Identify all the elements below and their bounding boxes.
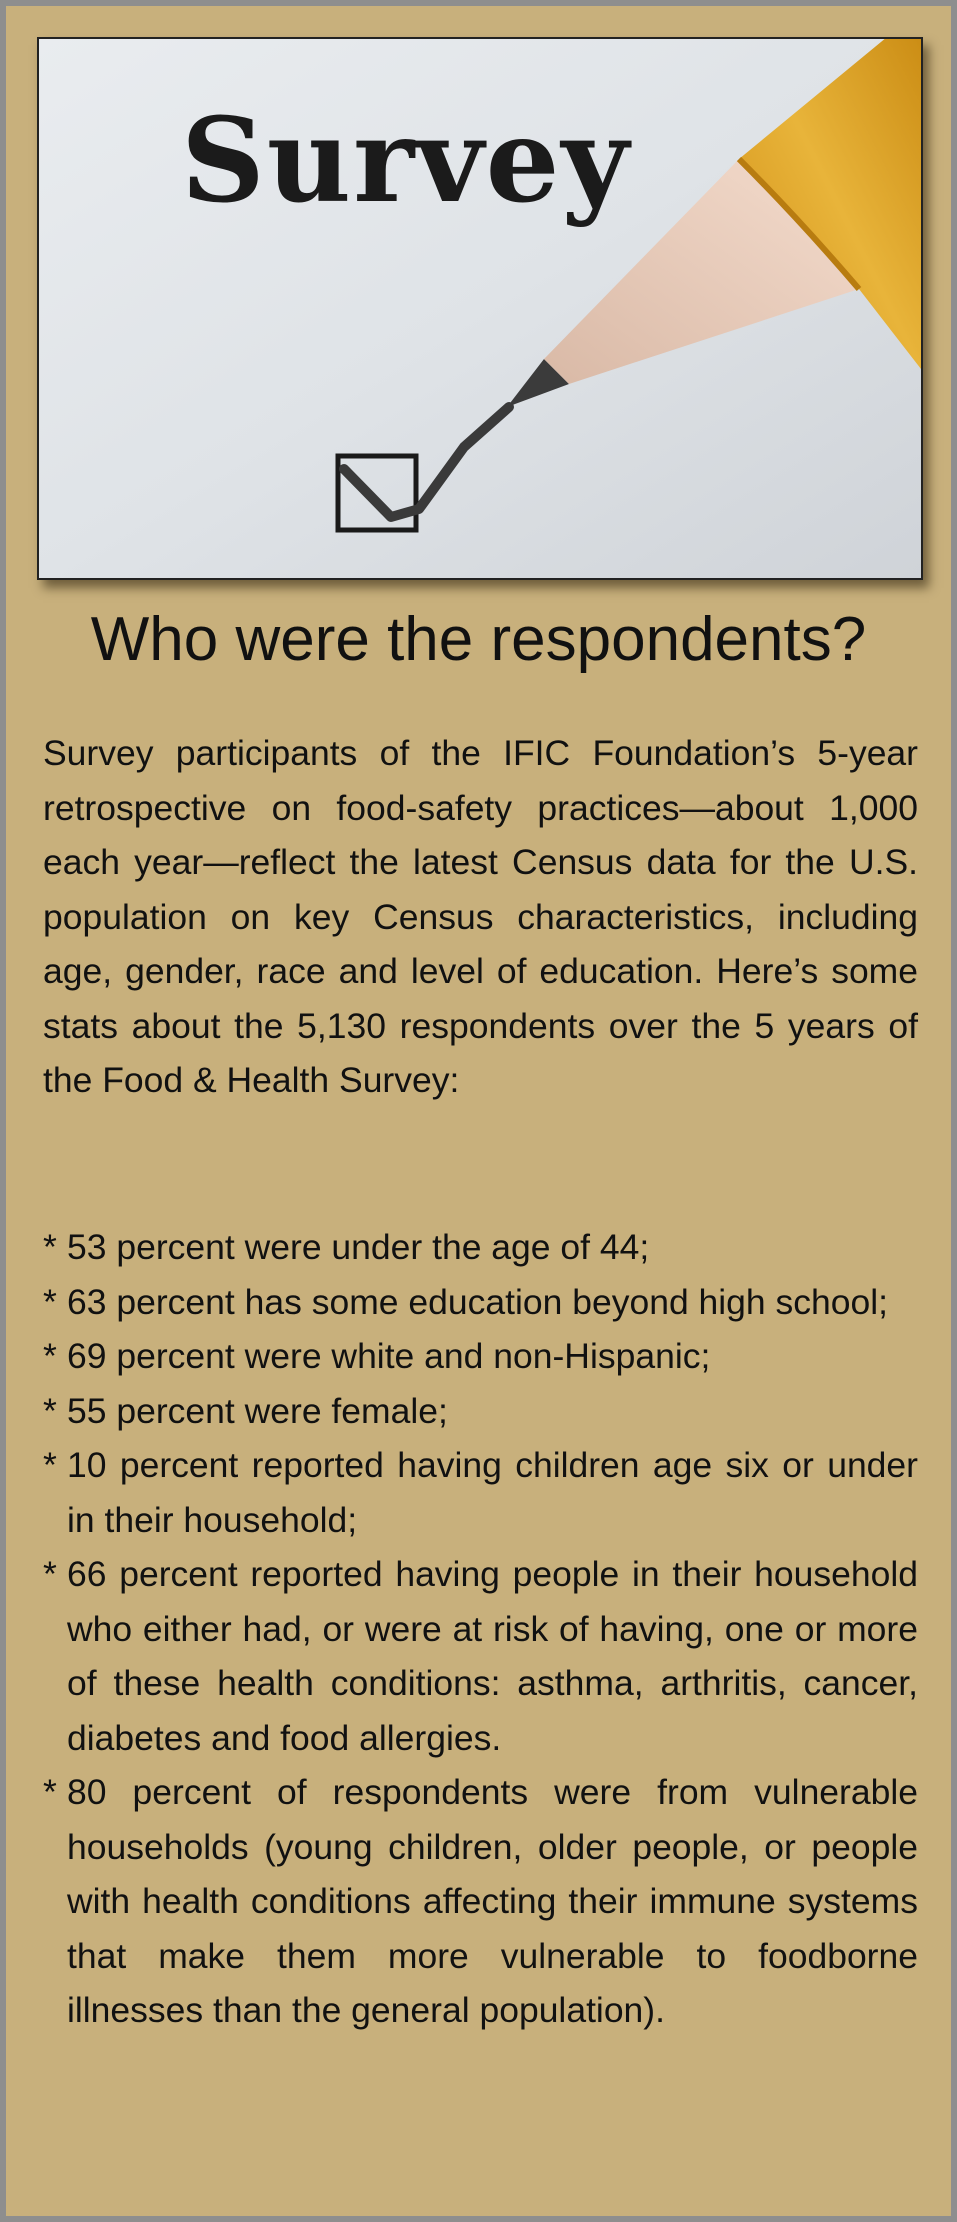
survey-photo (37, 37, 923, 580)
bullet-marker: * (43, 1281, 57, 1322)
bullet-marker: * (43, 1772, 57, 1812)
bullet-marker: * (43, 1227, 57, 1267)
list-item: * 10 percent reported having children age six or under in their household; (43, 1438, 918, 1547)
bullet-marker: * (43, 1336, 57, 1376)
survey-word: Survey (181, 93, 631, 229)
list-item: * 69 percent were white and non-Hispanic; (43, 1329, 918, 1384)
list-item: * 63 percent has some education beyond high school; (43, 1275, 918, 1330)
list-item: * 55 percent were female; (43, 1384, 918, 1439)
page-title: Who were the respondents? (90, 605, 867, 674)
bullet-marker: * (43, 1554, 57, 1594)
bullet-marker: * (43, 1445, 57, 1485)
list-item: * 53 percent were under the age of 44; (43, 1220, 918, 1275)
intro-paragraph: Survey participants of the IFIC Foundation’s 5-year retrospective on food-safety practices—about 1,000 each year—reflect the latest Census data for the U.S. population on key Census characteristics, including age, gender, race and level of education. Here’s some stats about the 5,130 respondents over the 5 years of the Food & Health Survey: (43, 733, 918, 1100)
stats-list (43, 1220, 918, 2038)
bullet-marker: * (43, 1390, 57, 1431)
list-item: * 80 percent of respondents were from vulnerable households (young children, older people, or people with health conditions affecting their immune systems that make them more vulnerable to foodborne illnesses than the general population). (43, 1765, 918, 2038)
list-item: * 66 percent reported having people in their household who either had, or were at risk of having, one or more of these health conditions: asthma, arthritis, cancer, diabetes and food allergies. (43, 1547, 918, 1765)
